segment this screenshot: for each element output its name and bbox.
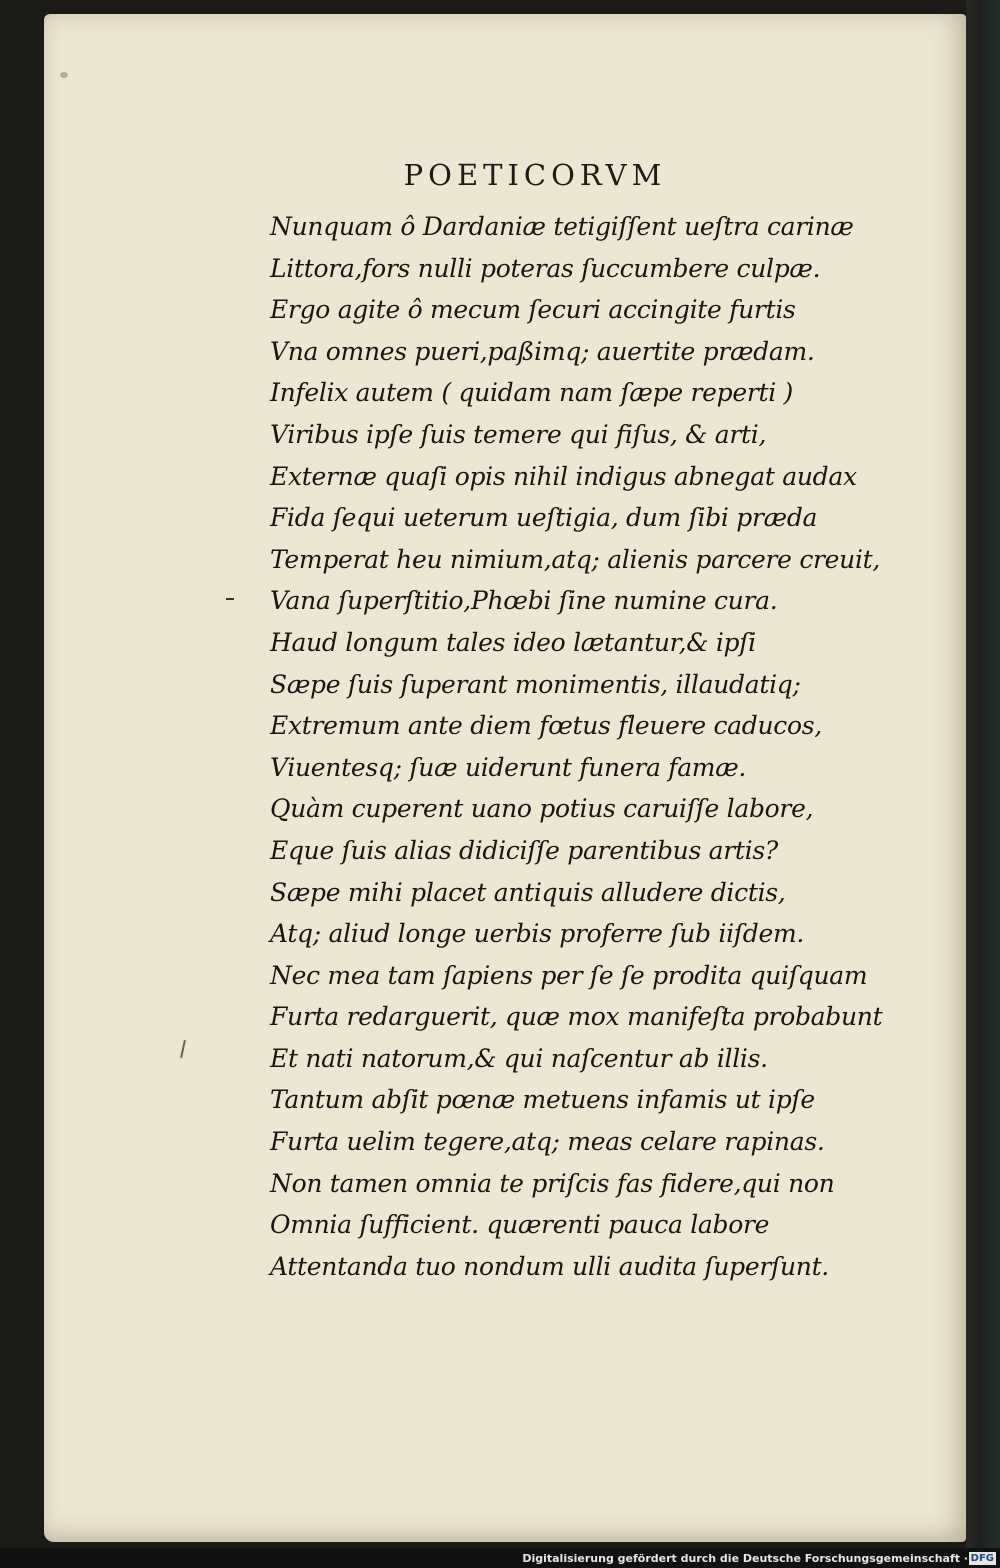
verse-line: Viribus ipſe ſuis temere qui fiſus, & arti, [270,419,767,449]
verse-line: Haud longum tales ideo lætantur,& ipſi [270,627,756,657]
verse-line: Sæpe ſuis ſuperant monimentis, illaudatiq; [270,669,801,699]
verse-line: Extremum ante diem fœtus fleuere caducos, [270,711,822,741]
verse-line: Vna omnes pueri,paßimq; auertite prædam. [270,336,815,366]
verse-line: Quàm cuperent uano potius caruiſſe labore, [270,794,814,824]
verse-line: Temperat heu nimium,atq; alienis parcere creuit, [270,544,881,574]
verse-line: Viuentesq; ſuæ uiderunt funera famæ. [270,752,747,782]
verse-line: Nec mea tam ſapiens per ſe ſe prodita quiſquam [270,960,868,990]
verse-line: Tantum abſit pœnæ metuens infamis ut ipſe [270,1085,815,1115]
footer-credit: Digitalisierung gefördert durch die Deutsche Forschungsgemeinschaft · [522,1552,968,1565]
verse-line: Vana ſuperſtitio,Phœbi ſine numine cura. [270,586,778,616]
verse-line: Atq; aliud longe uerbis proferre ſub iiſdem. [270,919,804,949]
margin-mark [226,598,234,600]
verse-line: Non tamen omnia te priſcis fas fidere,qui non [270,1168,835,1198]
verse-line: Sæpe mihi placet antiquis alludere dictis, [270,877,786,907]
running-head: POETICORVM [403,158,667,192]
verse-line: Ergo agite ô mecum ſecuri accingite furtis [270,295,796,325]
verse-line: Omnia ſufficient. quærenti pauca labore [270,1210,770,1240]
verse-line: Furta redarguerit, quæ mox manifeſta probabunt [270,1002,883,1032]
verse-line: Nunquam ô Dardaniæ tetigiſſent ueſtra carinæ [270,212,854,241]
verse-line: Littora,fors nulli poteras ſuccumbere culpæ. [270,253,821,283]
verse-line: Eque ſuis alias didiciſſe parentibus artis? [270,835,778,865]
verse-line: Externæ quaſi opis nihil indigus abnegat audax [270,461,857,491]
verse-line: Et nati natorum,& qui naſcentur ab illis. [270,1043,768,1073]
verse-block [270,206,882,1287]
page-blemish [60,72,68,78]
dfg-logo: DFG [970,1553,994,1564]
verse-line: Attentanda tuo nondum ulli audita ſuperſunt. [270,1251,829,1281]
verse-line: Fida ſequi ueterum ueſtigia, dum ſibi præda [270,503,818,533]
verse-line: Infelix autem ( quidam nam ſæpe reperti ) [270,378,794,408]
footer-bar [0,1548,1000,1568]
verse-line: Furta uelim tegere,atq; meas celare rapinas. [270,1127,825,1157]
scan-edge [966,0,1000,1548]
